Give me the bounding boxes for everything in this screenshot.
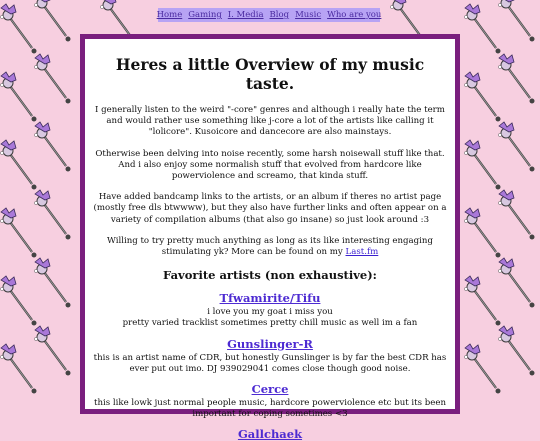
artist-link-cerce[interactable]: Cerce xyxy=(251,382,289,397)
artist-link-tfwamirite[interactable]: Tfwamirite/Tifu xyxy=(219,291,321,306)
artist-name xyxy=(89,382,451,396)
artist-description: this is an artist name of CDR, but honestly Gunslinger is by far the best CDR has ever put out imo. DJ 939029041 comes close though good noise. xyxy=(93,352,447,374)
artist-link-gallchaek[interactable]: Gallchaek xyxy=(237,427,303,441)
closing-text: Willing to try pretty much anything as long as its like interesting engaging stimulating yk? More can be found on my xyxy=(107,235,433,258)
lastfm-link[interactable]: Last.fm xyxy=(345,247,379,258)
bandcamp-paragraph: Have added bandcamp links to the artists, or an album if theres no artist page (mostly free dls btwwww), but they also have further links and often appear on a variety of compilation albums (that also go insane) so just look around :3 xyxy=(93,192,447,225)
artist-description: i love you my goat i miss you xyxy=(207,307,333,318)
closing-paragraph xyxy=(89,236,451,258)
noise-paragraph: Otherwise been delving into noise recently, some harsh noisewall stuff like that. And i also enjoy some normalish stuff that evolved from hardcore like powerviolence and screamo, that kinda stuff. xyxy=(95,148,445,182)
artist-name xyxy=(89,337,451,351)
nav-link-blog[interactable]: Blog xyxy=(269,10,290,20)
favorites-heading: Favorite artists (non exhaustive): xyxy=(163,268,377,283)
nav-link-gaming[interactable]: Gaming xyxy=(188,10,222,20)
top-nav xyxy=(158,8,380,22)
artist-link-gunslinger-r[interactable]: Gunslinger-R xyxy=(227,336,313,351)
page-title: Heres a little Overview of my music taste. xyxy=(115,55,425,93)
intro-paragraph: I generally listen to the weird "-core" genres and although i really hate the term and would rather use something like j-core a lot of the artists like calling it "lolicore". Kusoicore and dancecore are also mainstays. xyxy=(95,105,445,138)
content-panel xyxy=(80,34,460,441)
artist-name xyxy=(89,291,451,305)
artist-entry xyxy=(89,382,451,420)
artist-entry xyxy=(89,337,451,375)
artist-name xyxy=(89,427,451,441)
nav-link-who-are-you[interactable]: Who are you xyxy=(327,10,382,20)
nav-link-home[interactable]: Home xyxy=(156,10,183,20)
artist-entry xyxy=(89,291,451,329)
artist-description: pretty varied tracklist sometimes pretty chill music as well im a fan xyxy=(122,318,418,329)
artist-entry xyxy=(89,427,451,441)
nav-link-music[interactable]: Music xyxy=(295,10,322,20)
nav-link-media[interactable]: I. Media xyxy=(227,10,264,20)
artist-description: this like lowk just normal people music, hardcore powerviolence etc but its been important for coping sometimes <3 xyxy=(94,398,446,420)
